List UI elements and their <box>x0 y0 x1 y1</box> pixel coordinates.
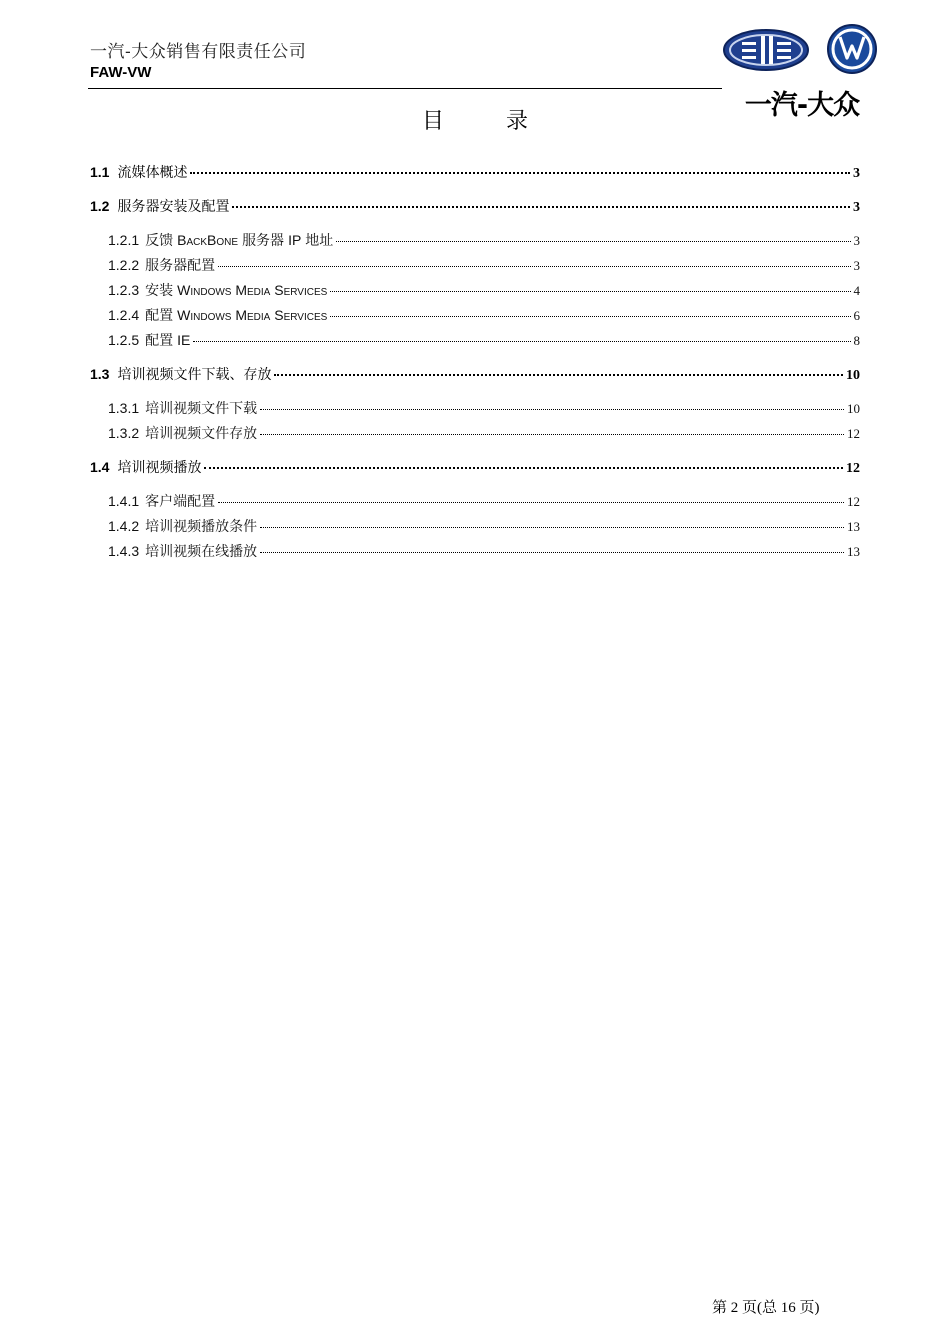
toc-entry[interactable] <box>90 196 860 221</box>
toc-entry-title-latin: IP <box>288 232 302 248</box>
toc-leader-dots <box>190 172 850 174</box>
toc-entry-number: 1.2.2 <box>108 257 140 273</box>
toc-gap <box>90 448 860 457</box>
logo-wordmark: 一汽-大众 <box>744 90 860 121</box>
toc-entry-title: 培训视频播放 <box>117 460 202 476</box>
toc-entry-page: 10 <box>847 401 860 416</box>
toc-leader-dots <box>204 467 843 469</box>
toc-entry-number: 1.4 <box>90 459 110 475</box>
toc-entry-number: 1.4.2 <box>108 518 140 534</box>
toc-entry-page: 13 <box>847 519 860 534</box>
toc-entry[interactable] <box>90 516 860 541</box>
toc-entry-title: 服务器安装及配置 <box>117 199 230 215</box>
toc-entry-page: 4 <box>853 283 860 298</box>
toc-entry-title: 配置 <box>145 333 174 349</box>
brand-name: FAW-VW <box>90 64 152 81</box>
toc-entry-number: 1.2.1 <box>108 232 140 248</box>
toc-entry-page: 8 <box>853 333 860 348</box>
toc-entry[interactable] <box>90 305 860 330</box>
toc-entry-page: 12 <box>846 461 860 476</box>
page-header <box>88 30 722 89</box>
toc-leader-dots <box>330 291 850 292</box>
toc-entry-page: 10 <box>846 368 860 383</box>
toc-entry-title: 培训视频播放条件 <box>145 519 258 535</box>
toc-gap <box>90 355 860 364</box>
toc-leader-dots <box>330 316 850 317</box>
toc-entry-page: 3 <box>853 200 860 215</box>
toc-entry-title: 服务器配置 <box>145 258 216 274</box>
toc-entry-title: 培训视频在线播放 <box>145 544 258 560</box>
table-of-contents <box>90 162 860 566</box>
toc-gap <box>90 389 860 398</box>
title-char-2: 录 <box>506 109 529 134</box>
vw-logo-icon <box>828 25 876 73</box>
toc-entry-title-latin: Windows Media Services <box>177 282 328 298</box>
toc-entry-title: 培训视频文件下载 <box>145 401 258 417</box>
toc-entry-number: 1.3 <box>90 366 110 382</box>
toc-entry-number: 1.1 <box>90 164 110 180</box>
toc-entry[interactable] <box>90 364 860 389</box>
toc-entry-number: 1.2.3 <box>108 282 140 298</box>
toc-entry-page: 3 <box>853 233 860 248</box>
toc-gap <box>90 187 860 196</box>
toc-entry-title: 客户端配置 <box>145 494 216 510</box>
toc-leader-dots <box>232 206 850 208</box>
toc-entry-title-latin: IE <box>177 332 191 348</box>
page-title <box>0 104 950 135</box>
toc-leader-dots <box>260 409 844 410</box>
toc-leader-dots <box>260 527 844 528</box>
toc-entry-title-part: 地址 <box>305 233 334 249</box>
title-char-1: 目 <box>421 109 444 134</box>
toc-entry-number: 1.2.5 <box>108 332 140 348</box>
toc-entry[interactable] <box>90 398 860 423</box>
toc-entry-page: 12 <box>847 426 860 441</box>
toc-entry-number: 1.4.1 <box>108 493 140 509</box>
toc-leader-dots <box>260 434 844 435</box>
toc-entry-page: 13 <box>847 544 860 559</box>
toc-entry-title: 流媒体概述 <box>117 165 188 181</box>
toc-gap <box>90 221 860 230</box>
toc-entry-page: 3 <box>853 258 860 273</box>
toc-leader-dots <box>260 552 844 553</box>
toc-gap <box>90 482 860 491</box>
toc-entry-page: 3 <box>853 166 860 181</box>
toc-entry-title: 安装 <box>145 283 174 299</box>
faw-logo-icon <box>724 30 808 70</box>
toc-entry-number: 1.2 <box>90 198 110 214</box>
toc-entry-title: 培训视频文件存放 <box>145 426 258 442</box>
toc-leader-dots <box>274 374 843 376</box>
toc-entry[interactable] <box>90 457 860 482</box>
toc-entry[interactable] <box>90 491 860 516</box>
toc-entry-number: 1.3.1 <box>108 400 140 416</box>
company-name: 一汽-大众销售有限责任公司 <box>90 42 307 62</box>
toc-entry-number: 1.2.4 <box>108 307 140 323</box>
toc-entry-number: 1.4.3 <box>108 543 140 559</box>
toc-entry-number: 1.3.2 <box>108 425 140 441</box>
toc-entry-page: 12 <box>847 494 860 509</box>
toc-entry-title-latin: BackBone <box>177 232 239 248</box>
toc-leader-dots <box>193 341 850 342</box>
toc-entry[interactable] <box>90 423 860 448</box>
toc-entry[interactable] <box>90 541 860 566</box>
toc-entry-page: 6 <box>853 308 860 323</box>
toc-entry-title: 配置 <box>145 308 174 324</box>
toc-entry-title: 培训视频文件下载、存放 <box>117 367 272 383</box>
toc-leader-dots <box>218 502 844 503</box>
toc-leader-dots <box>218 266 850 267</box>
toc-leader-dots <box>336 241 850 242</box>
toc-entry-title-part: 服务器 <box>242 233 285 249</box>
toc-entry-title-latin: Windows Media Services <box>177 307 328 323</box>
toc-entry[interactable] <box>90 280 860 305</box>
page-footer: 第 2 页(总 16 页) <box>712 1300 820 1316</box>
toc-entry[interactable] <box>90 162 860 187</box>
toc-entry[interactable] <box>90 255 860 280</box>
toc-entry[interactable] <box>90 230 860 255</box>
toc-entry-title: 反馈 <box>145 233 174 249</box>
toc-entry[interactable] <box>90 330 860 355</box>
